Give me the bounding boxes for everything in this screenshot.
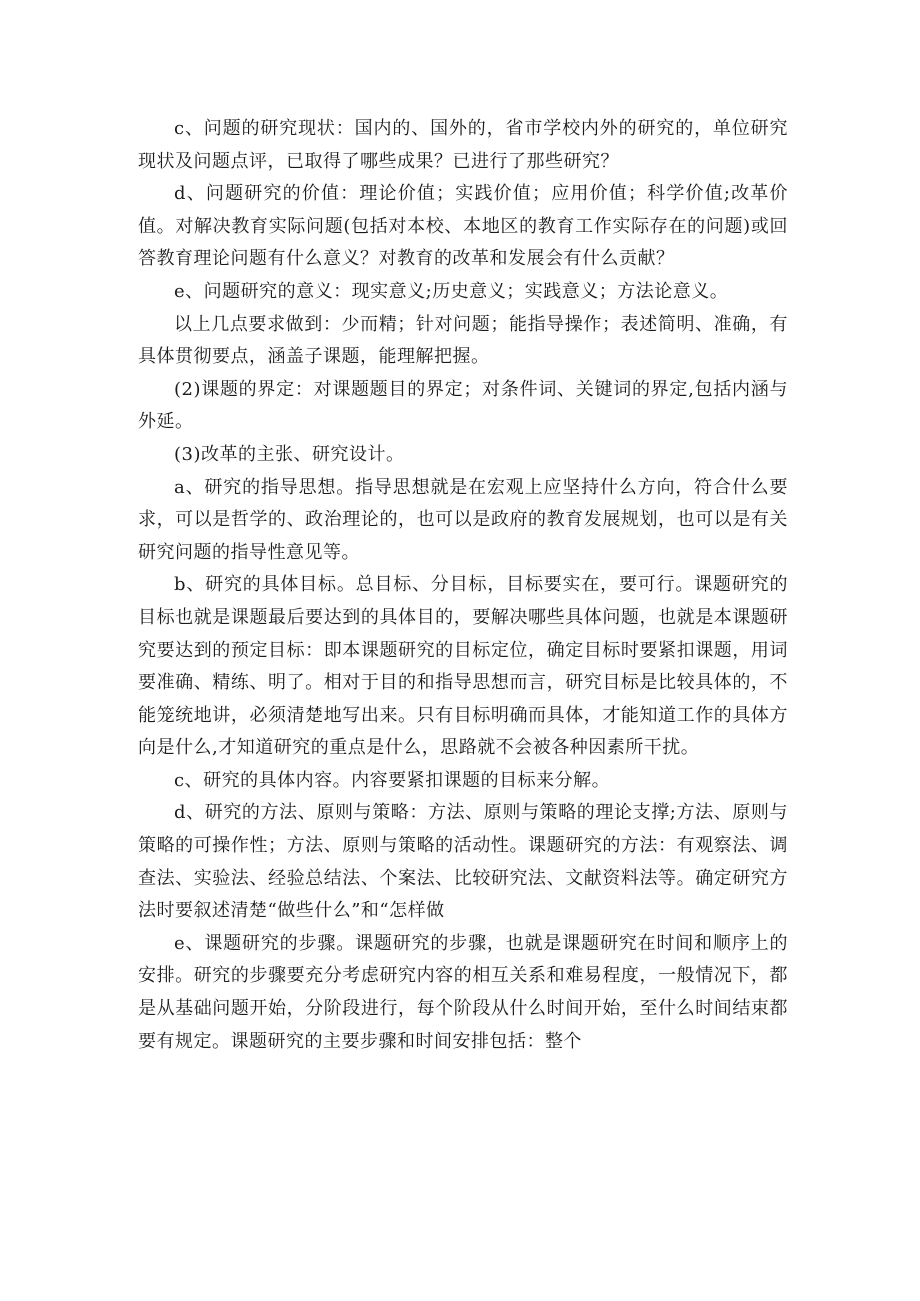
paragraph-research-status: c、问题的研究现状：国内的、国外的，省市学校内外的研究的，单位研究现状及问题点评，已取得了哪些成果？已进行了那些研究？ bbox=[138, 118, 788, 172]
paragraph-methods-principles: d、研究的方法、原则与策略：方法、原则与策略的理论支撑;方法、原则与策略的可操作性；方法、原则与策略的活动性。课题研究的方法：有观察法、调查法、实验法、经验总结法、个案法、比较研究法、文献资料法等。确定研究方法时要叙述清楚“做些什么”和“怎样做 bbox=[138, 802, 788, 922]
paragraph-research-significance: e、问题研究的意义：现实意义;历史意义；实践意义；方法论意义。 bbox=[174, 280, 729, 302]
paragraph-research-value: d、问题研究的价值：理论价值；实践价值；应用价值；科学价值;改革价值。对解决教育实际问题(包括对本校、本地区的教育工作实际存在的问题)或回答教育理论问题有什么意义？对教育的改革和发展会有什么贡献？ bbox=[138, 183, 788, 270]
document-body bbox=[138, 113, 788, 1058]
paragraph-guiding-ideology: a、研究的指导思想。指导思想就是在宏观上应坚持什么方向，符合什么要求，可以是哲学的、政治理论的，也可以是政府的教育发展规划，也可以是有关研究问题的指导性意见等。 bbox=[138, 476, 788, 563]
paragraph-topic-definition: (2)课题的界定：对课题题目的界定；对条件词、关键词的界定,包括内涵与外延。 bbox=[138, 378, 788, 433]
paragraph-specific-content: c、研究的具体内容。内容要紧扣课题的目标来分解。 bbox=[174, 769, 611, 791]
paragraph-requirements: 以上几点要求做到：少而精；针对问题；能指导操作；表述简明、准确，有具体贯彻要点，涵盖子课题，能理解把握。 bbox=[138, 313, 788, 368]
paragraph-research-steps: e、课题研究的步骤。课题研究的步骤，也就是课题研究在时间和顺序上的安排。研究的步骤要充分考虑研究内容的相互关系和难易程度，一般情况下，都是从基础问题开始，分阶段进行，每个阶段从什么时间开始，至什么时间结束都要有规定。课题研究的主要步骤和时间安排包括：整个 bbox=[138, 932, 788, 1052]
paragraph-reform-design-heading: (3)改革的主张、研究设计。 bbox=[174, 443, 405, 465]
paragraph-specific-goals: b、研究的具体目标。总目标、分目标，目标要实在，要可行。课题研究的目标也就是课题最后要达到的具体目的，要解决哪些具体问题，也就是本课题研究要达到的预定目标：即本课题研究的目标定位，确定目标时要紧扣课题，用词要准确、精练、明了。相对于目的和指导思想而言，研究目标是比较具体的，不能笼统地讲，必须清楚地写出来。只有目标明确而具体，才能知道工作的具体方向是什么,才知道研究的重点是什么，思路就不会被各种因素所干扰。 bbox=[138, 574, 788, 759]
